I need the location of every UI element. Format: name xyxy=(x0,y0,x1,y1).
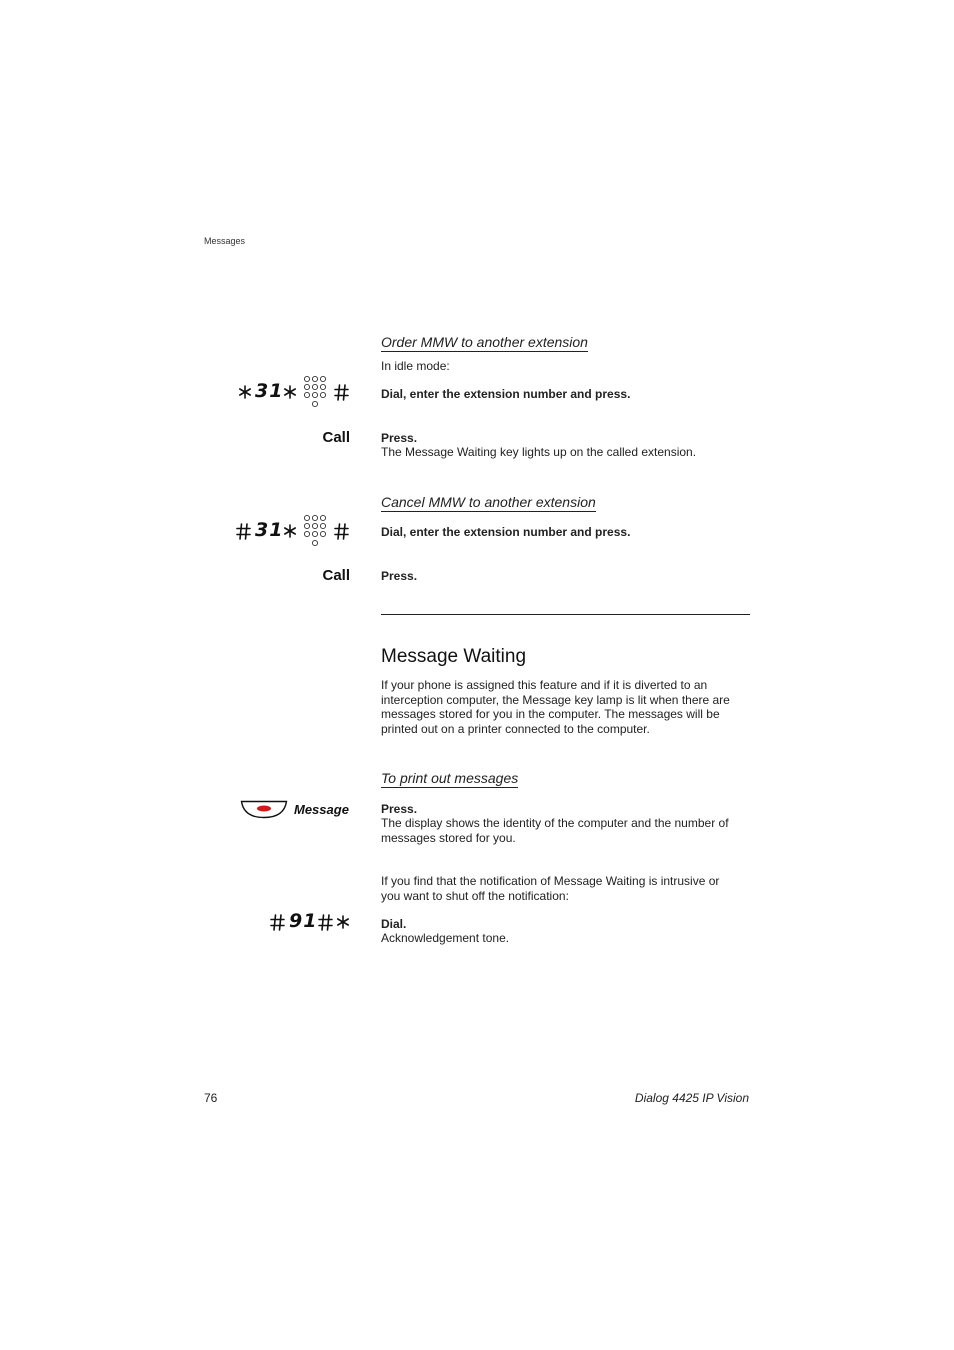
order-press-note: The Message Waiting key lights up on the called extension. xyxy=(381,445,697,459)
order-dial-sequence xyxy=(238,375,353,411)
running-head: Messages xyxy=(204,236,246,246)
shutoff-seq-digits: 91 xyxy=(289,910,318,932)
order-seq-digits: 31 xyxy=(255,380,284,402)
keypad-icon xyxy=(303,375,327,411)
cancel-seq-digits: 31 xyxy=(255,519,284,541)
message-key-label: Message xyxy=(294,802,349,817)
call-key-label: Call xyxy=(322,567,350,584)
hash-key-icon xyxy=(318,914,333,931)
message-waiting-heading: Message Waiting xyxy=(381,646,527,667)
star-key-icon xyxy=(283,524,297,538)
product-name: Dialog 4425 IP Vision xyxy=(634,1091,749,1105)
order-press-instruction: Press. xyxy=(381,431,418,445)
message-waiting-body: If your phone is assigned this feature and if it is diverted to an interception computer, the Message key lamp is lit when there are messages stored for you in the computer. The messages will be printed out on a printer connected to the computer. xyxy=(381,678,730,736)
message-key-icon xyxy=(240,800,288,819)
cancel-press-instruction: Press. xyxy=(381,569,418,583)
cancel-dial-instruction: Dial, enter the extension number and press. xyxy=(381,525,631,539)
hash-key-icon xyxy=(236,523,251,540)
star-key-icon xyxy=(336,915,350,929)
star-key-icon xyxy=(238,385,252,399)
order-dial-instruction: Dial, enter the extension number and press. xyxy=(381,387,631,401)
hash-key-icon xyxy=(334,384,349,401)
order-intro: In idle mode: xyxy=(381,359,450,373)
shutoff-dial-sequence xyxy=(270,911,353,935)
section-divider xyxy=(381,614,750,615)
shutoff-intro: If you find that the notification of Message Waiting is intrusive or you want to shut off the notification: xyxy=(381,874,720,903)
cancel-dial-sequence xyxy=(236,514,353,550)
print-press-note: The display shows the identity of the computer and the number of messages stored for you. xyxy=(381,816,729,845)
keypad-icon xyxy=(303,514,327,550)
hash-key-icon xyxy=(334,523,349,540)
page-number: 76 xyxy=(204,1091,218,1105)
order-mmw-title: Order MMW to another extension xyxy=(381,334,588,350)
cancel-mmw-title: Cancel MMW to another extension xyxy=(381,494,596,510)
print-messages-title: To print out messages xyxy=(381,770,519,786)
shutoff-dial-note: Acknowledgement tone. xyxy=(381,931,510,945)
print-press-instruction: Press. xyxy=(381,802,418,816)
shutoff-dial-instruction: Dial. xyxy=(381,917,407,931)
star-key-icon xyxy=(283,385,297,399)
call-key-label: Call xyxy=(322,429,350,446)
hash-key-icon xyxy=(270,914,285,931)
